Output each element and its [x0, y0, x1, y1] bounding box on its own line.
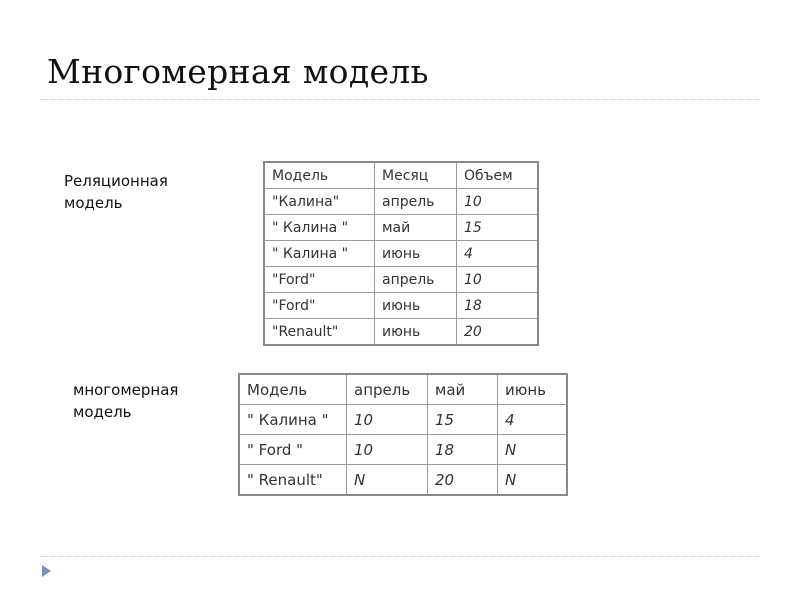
- value-cell: N: [498, 465, 568, 496]
- title-divider: [42, 99, 760, 100]
- header-cell: Модель: [239, 374, 347, 405]
- volume-cell: 18: [457, 293, 539, 319]
- model-cell: " Ford ": [239, 435, 347, 465]
- table-row: [264, 319, 538, 346]
- volume-cell: 10: [457, 267, 539, 293]
- model-cell: " Renault": [239, 465, 347, 496]
- volume-cell: 15: [457, 215, 539, 241]
- relational-table: [263, 161, 539, 346]
- value-cell: 10: [347, 405, 428, 435]
- header-cell: июнь: [498, 374, 568, 405]
- multidimensional-table: [238, 373, 568, 496]
- header-cell: Месяц: [375, 162, 457, 189]
- month-cell: май: [375, 215, 457, 241]
- model-cell: "Ford": [264, 267, 375, 293]
- volume-cell: 4: [457, 241, 539, 267]
- model-cell: "Ford": [264, 293, 375, 319]
- header-cell: май: [428, 374, 498, 405]
- header-cell: апрель: [347, 374, 428, 405]
- table-row: [239, 405, 567, 435]
- slide-nav-triangle-icon: [42, 565, 51, 577]
- month-cell: июнь: [375, 319, 457, 346]
- model-cell: " Калина ": [264, 241, 375, 267]
- slide-title: Многомерная модель: [47, 52, 429, 91]
- table-row: [239, 465, 567, 496]
- volume-cell: 10: [457, 189, 539, 215]
- relational-model-label: Реляционная модель: [64, 172, 168, 212]
- header-cell: Объем: [457, 162, 539, 189]
- model-cell: " Калина ": [264, 215, 375, 241]
- value-cell: 4: [498, 405, 568, 435]
- multidimensional-model-label: многомерная модель: [73, 381, 179, 421]
- model-cell: "Renault": [264, 319, 375, 346]
- value-cell: 20: [428, 465, 498, 496]
- table-header-row: [264, 162, 538, 189]
- model-cell: " Калина ": [239, 405, 347, 435]
- month-cell: июнь: [375, 241, 457, 267]
- footer-divider: [42, 556, 760, 557]
- table-row: [264, 189, 538, 215]
- value-cell: N: [498, 435, 568, 465]
- month-cell: апрель: [375, 267, 457, 293]
- table-header-row: [239, 374, 567, 405]
- value-cell: 15: [428, 405, 498, 435]
- table-row: [264, 267, 538, 293]
- value-cell: N: [347, 465, 428, 496]
- value-cell: 18: [428, 435, 498, 465]
- model-cell: "Калина": [264, 189, 375, 215]
- value-cell: 10: [347, 435, 428, 465]
- header-cell: Модель: [264, 162, 375, 189]
- table-row: [264, 215, 538, 241]
- table-row: [239, 435, 567, 465]
- month-cell: апрель: [375, 189, 457, 215]
- volume-cell: 20: [457, 319, 539, 346]
- table-row: [264, 241, 538, 267]
- table-row: [264, 293, 538, 319]
- month-cell: июнь: [375, 293, 457, 319]
